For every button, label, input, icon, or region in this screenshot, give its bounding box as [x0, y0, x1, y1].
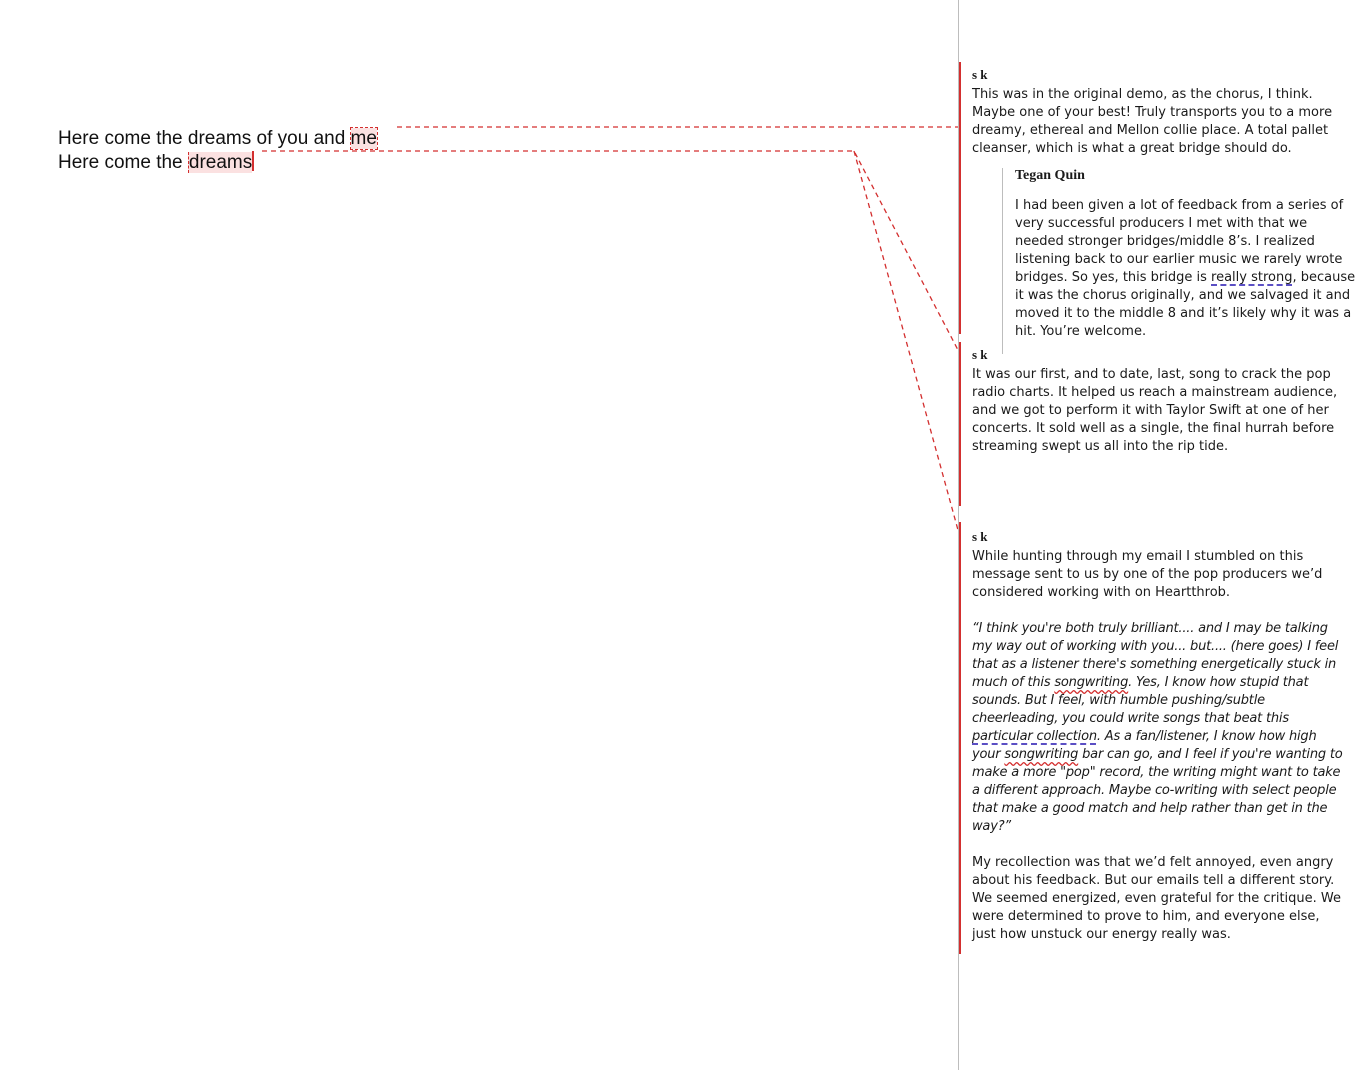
comment-outro: My recollection was that we’d felt annoyed, even angry about his feedback. But our emails tell a different story. We seemed energized, even grateful for the critique. We were determined to prove to him, and everyone else, just how unstuck our energy really was.: [972, 855, 1342, 942]
spelling-flag[interactable]: songwriting: [1004, 747, 1079, 762]
comment-intro: While hunting through my email I stumbled on this message sent to us by one of the pop producers we’d considered working with on Heartthrob.: [972, 549, 1323, 600]
comment-anchor-highlight[interactable]: me: [350, 128, 377, 149]
connector-comment-2: [262, 151, 958, 350]
comment-text: This was in the original demo, as the chorus, I think. Maybe one of your best! Truly transports you to a more dreamy, ethereal and Mellon collie place. A total pallet cleanser, which is what a great bridge should do.: [972, 87, 1333, 156]
lyric-text: Here come the dreams of you and: [58, 128, 351, 149]
grammar-flag[interactable]: really strong: [1211, 270, 1293, 285]
grammar-flag[interactable]: particular collection: [972, 729, 1097, 744]
comment-1[interactable]: [972, 68, 1346, 158]
connector-comment-3: [854, 151, 958, 530]
comment-3[interactable]: [972, 530, 1346, 944]
comment-author: s k: [972, 529, 988, 544]
comment-anchor-highlight[interactable]: dreams: [188, 152, 253, 173]
reply-text: I had been given a lot of feedback from a series of very successful producers I met with that we needed stronger bridges/middle 8’s. I realized listening back to our earlier music we rarely wrote bridges. So yes, this bridge is really strong, because it was the chorus originally, and we salvaged it and moved it to the middle 8 and it’s likely why it was a hit. You’re welcome.: [1015, 198, 1356, 339]
comment-bar-1: [959, 62, 961, 334]
comment-bar-2: [959, 342, 961, 506]
lyric-text: Here come the: [58, 152, 188, 173]
comment-text: It was our first, and to date, last, song to crack the pop radio charts. It helped us reach a mainstream audience, and we got to perform it with Taylor Swift at one of her concerts. It sold well as a single, the final hurrah before streaming swept us all into the rip tide.: [972, 367, 1338, 454]
reply-author: Tegan Quin: [1015, 168, 1085, 183]
comment-2[interactable]: [972, 348, 1346, 456]
comment-author: s k: [972, 67, 988, 82]
comment-author: s k: [972, 347, 988, 362]
comment-1-reply[interactable]: [1002, 168, 1358, 354]
spelling-flag[interactable]: songwriting: [1054, 675, 1129, 690]
comment-bar-3: [959, 522, 961, 954]
quoted-email: “I think you're both truly brilliant.... and I may be talking my way out of working with you... but.... (here goes) I feel that as a listener there's something energetically stuck in much of this songwriting. Yes, I know how stupid that sounds. But I feel, with humble pushing/subtle cheerleading, you could write songs that beat this particular collection. As a fan/listener, I know how high your songwriting bar can go, and I feel if you're wanting to make a more "pop" record, the writing might want to take a different approach. Maybe co-writing with select people that make a good match and help rather than get in the way?”: [972, 621, 1343, 834]
